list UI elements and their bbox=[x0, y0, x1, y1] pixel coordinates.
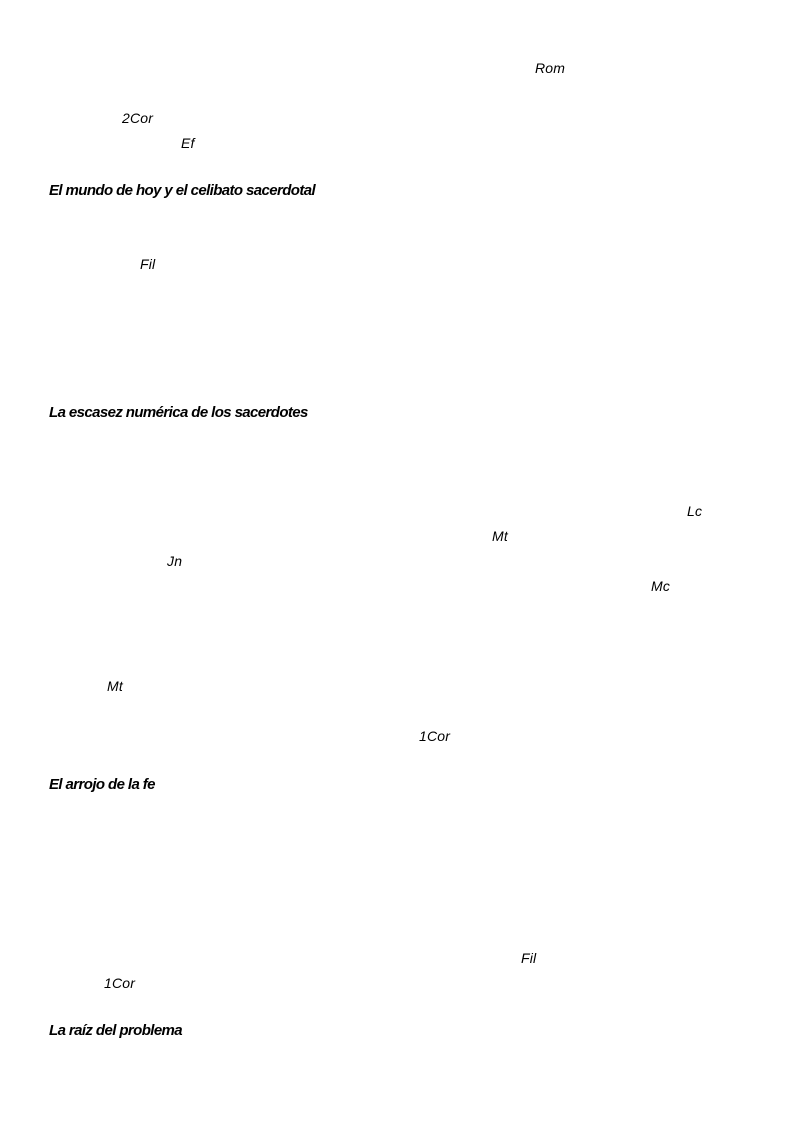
bible-ref-ephesians: Ef bbox=[181, 135, 195, 151]
bible-ref-luke: Lc bbox=[687, 503, 703, 519]
section-heading-priest-shortage: La escasez numérica de los sacerdotes bbox=[49, 404, 308, 421]
bible-ref-mark: Mc bbox=[651, 578, 671, 594]
section-heading-root-problem: La raíz del problema bbox=[49, 1022, 183, 1039]
bible-ref-1-corinthians: 1Cor bbox=[104, 975, 136, 991]
bible-ref-matthew: Mt bbox=[107, 678, 123, 694]
bible-ref-2-corinthians: 2Cor bbox=[122, 110, 154, 126]
bible-ref-romans: Rom bbox=[535, 60, 566, 76]
bible-ref-john: Jn bbox=[167, 553, 183, 569]
bible-ref-matthew: Mt bbox=[492, 528, 508, 544]
section-heading-faith: El arrojo de la fe bbox=[49, 776, 155, 793]
bible-ref-1-corinthians: 1Cor bbox=[419, 728, 451, 744]
section-heading-celibacy: El mundo de hoy y el celibato sacerdotal bbox=[49, 182, 316, 199]
bible-ref-philippians: Fil bbox=[521, 950, 537, 966]
bible-ref-philippians: Fil bbox=[140, 256, 156, 272]
